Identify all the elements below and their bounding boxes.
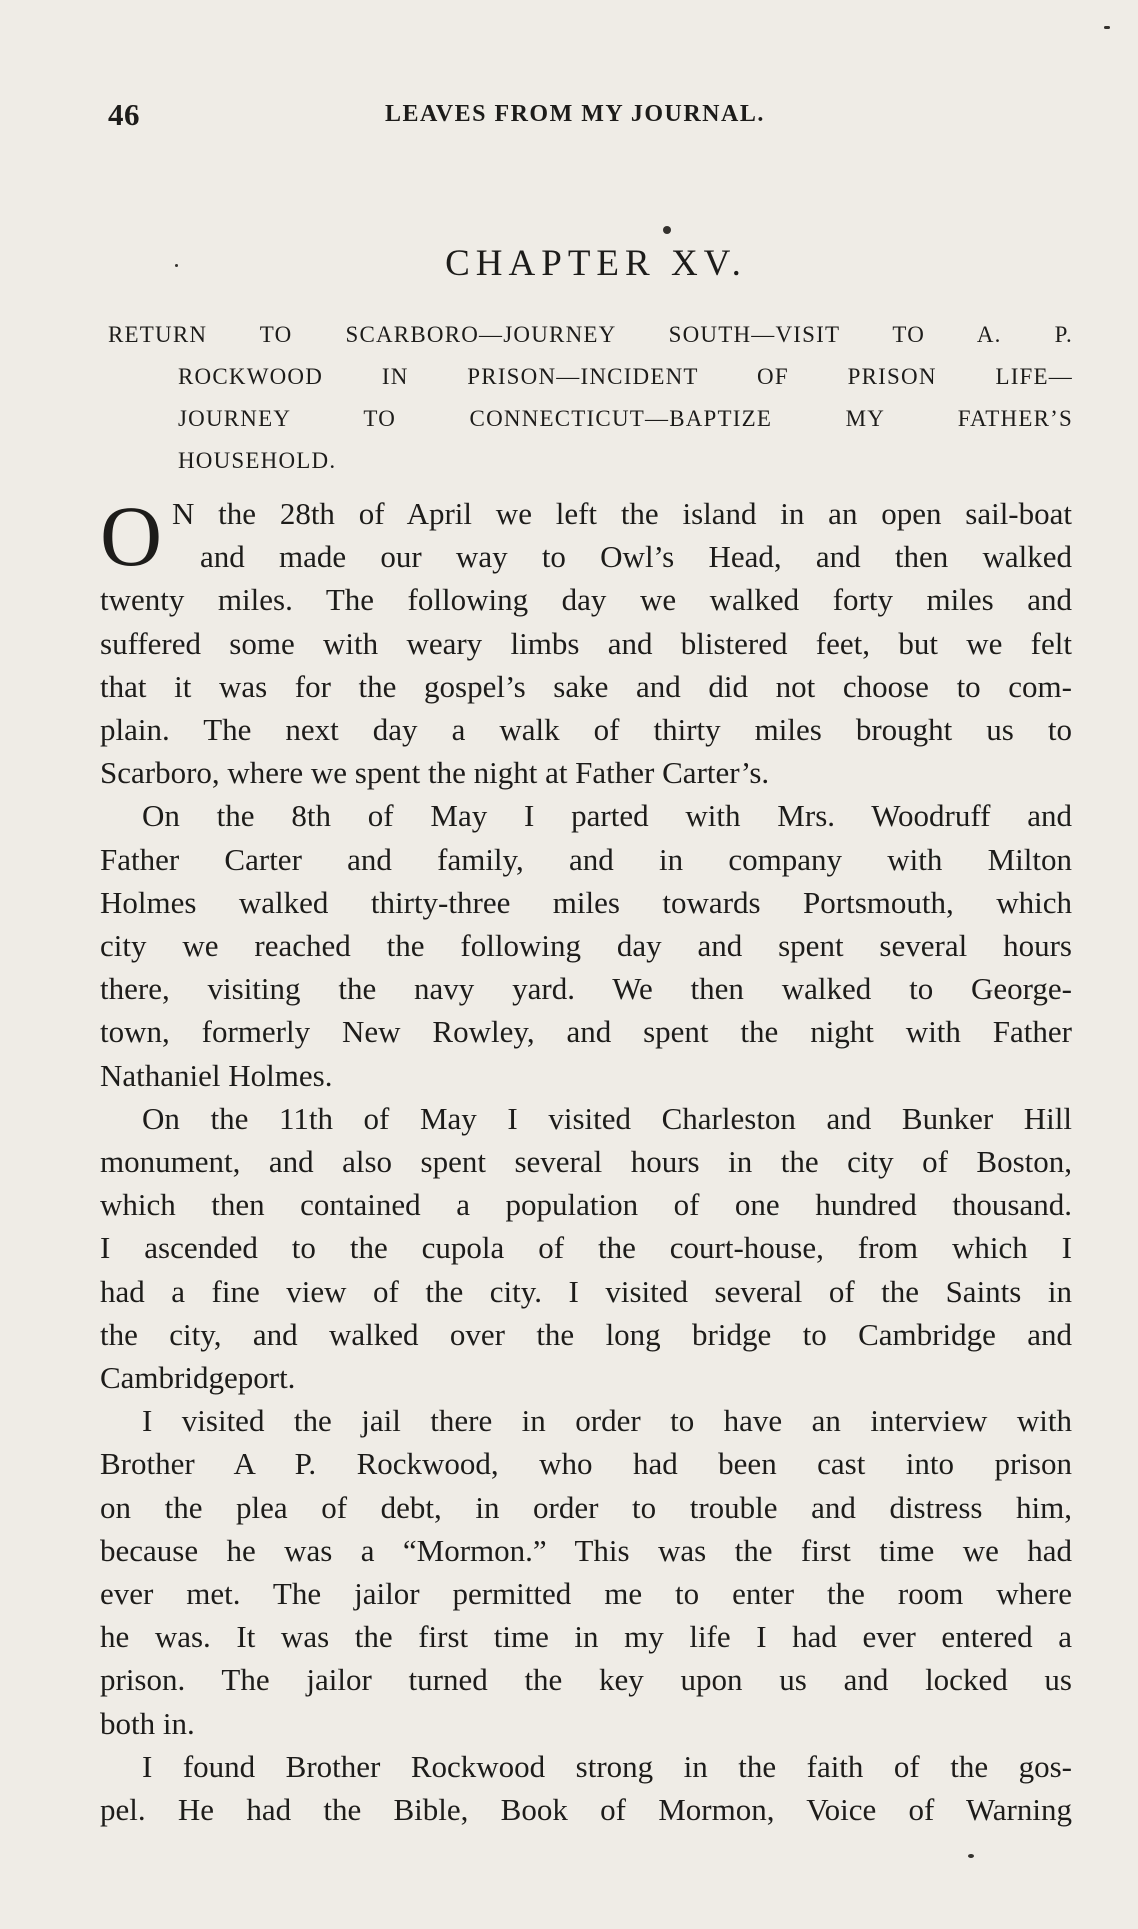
text-line: Nathaniel Holmes. <box>100 1057 333 1093</box>
paragraph <box>100 1745 1072 1831</box>
text-line: because he was a “Mormon.” This was the first time we had <box>100 1532 1072 1568</box>
page-number: 46 <box>108 97 140 132</box>
text-line: prison. The jailor turned the key upon us and locked us <box>100 1662 1072 1698</box>
chapter-summary <box>108 314 1073 482</box>
text-line: which then contained a population of one hundred thousand. <box>100 1187 1072 1223</box>
text-line: Father Carter and family, and in company with Milton <box>100 841 1072 877</box>
paragraph <box>100 1097 1072 1399</box>
text-line: On the 8th of May I parted with Mrs. Woodruff and <box>142 798 1072 834</box>
text-line: I found Brother Rockwood strong in the faith of the gos- <box>142 1748 1072 1784</box>
text-line: suffered some with weary limbs and blistered feet, but we felt <box>100 625 1072 661</box>
text-line: N the 28th of April we left the island in an open sail-boat <box>172 496 1072 531</box>
text-line: Holmes walked thirty-three miles towards Portsmouth, which <box>100 884 1072 920</box>
text-line: pel. He had the Bible, Book of Mormon, Voice of Warning <box>100 1792 1072 1828</box>
text-line: Cambridgeport. <box>100 1360 296 1396</box>
text-line: that it was for the gospel’s sake and did not choose to com- <box>100 668 1072 704</box>
text-line: Scarboro, where we spent the night at Father Carter’s. <box>100 755 770 791</box>
text-line: had a fine view of the city. I visited several of the Saints in <box>100 1273 1072 1309</box>
text-line: monument, and also spent several hours in the city of Boston, <box>100 1144 1072 1180</box>
summary-line: HOUSEHOLD. <box>178 448 337 473</box>
text-line: there, visiting the navy yard. We then walked to George- <box>100 971 1072 1007</box>
text-line: On the 11th of May I visited Charleston and Bunker Hill <box>142 1100 1072 1136</box>
text-line: ever met. The jailor permitted me to enter the room where <box>100 1576 1072 1612</box>
text-line: I ascended to the cupola of the court-house, from which I <box>100 1230 1072 1266</box>
paragraph <box>100 488 1072 794</box>
summary-line: JOURNEY TO CONNECTICUT—BAPTIZE MY FATHER’S <box>178 406 1073 431</box>
body-text <box>100 488 1072 1831</box>
drop-cap: O <box>100 488 163 584</box>
text-line: city we reached the following day and spent several hours <box>100 928 1072 964</box>
text-line: town, formerly New Rowley, and spent the night with Father <box>100 1014 1072 1050</box>
ink-speck <box>968 1854 974 1858</box>
text-line: twenty miles. The following day we walked forty miles and <box>100 582 1072 618</box>
text-line: Brother A P. Rockwood, who had been cast into prison <box>100 1446 1072 1482</box>
chapter-heading: CHAPTER XV. <box>445 243 747 284</box>
text-line: both in. <box>100 1705 195 1741</box>
text-line: he was. It was the first time in my life I had ever entered a <box>100 1619 1072 1655</box>
ink-speck <box>663 226 671 234</box>
running-title: LEAVES FROM MY JOURNAL. <box>385 101 765 127</box>
summary-line: ROCKWOOD IN PRISON—INCIDENT OF PRISON LIFE— <box>178 364 1073 389</box>
summary-line: RETURN TO SCARBORO—JOURNEY SOUTH—VISIT TO A. P. <box>108 322 1073 347</box>
page-header <box>108 97 1073 137</box>
text-line: I visited the jail there in order to have an interview with <box>142 1403 1072 1439</box>
paragraph <box>100 1399 1072 1745</box>
text-line: on the plea of debt, in order to trouble and distress him, <box>100 1489 1072 1525</box>
ink-speck <box>1104 26 1110 29</box>
text-line: plain. The next day a walk of thirty miles brought us to <box>100 712 1072 748</box>
paragraph <box>100 794 1072 1096</box>
text-line: the city, and walked over the long bridge to Cambridge and <box>100 1316 1072 1352</box>
text-line: and made our way to Owl’s Head, and then walked <box>200 539 1072 575</box>
